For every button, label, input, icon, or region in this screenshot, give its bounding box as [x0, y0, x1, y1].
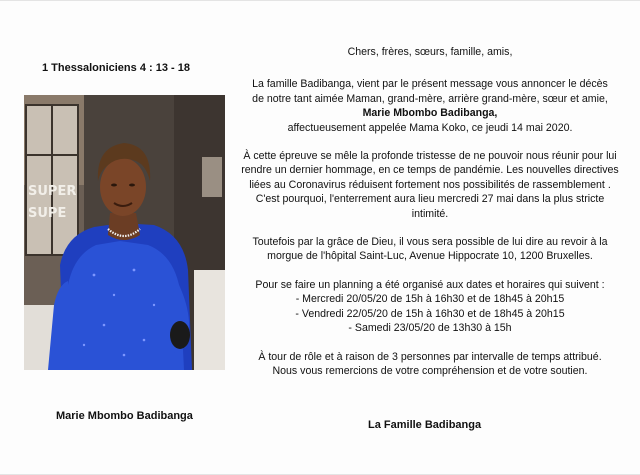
text-line: rendre un dernier hommage, en ce temps de pandémie. Les nouvelles directives	[241, 164, 619, 177]
letter-greeting: Chers, frères, sœurs, famille, amis,	[347, 46, 513, 58]
text-line: de notre tant aimée Maman, grand-mère, arrière grand-mère, sœur et amie,	[252, 92, 608, 105]
portrait-photo	[24, 95, 225, 370]
family-signature: La Famille Badibanga	[368, 419, 482, 431]
text-line: Toutefois par la grâce de Dieu, il vous sera possible de lui dire au revoir à la	[252, 236, 608, 249]
sign-text-bottom: SUPE	[28, 206, 67, 221]
text-line: Nous vous remercions de votre compréhension et de votre soutien.	[272, 364, 588, 377]
announcement-paragraph	[228, 77, 632, 135]
schedule-item: - Samedi 23/05/20 de 13h30 à 15h	[348, 322, 512, 335]
text-line: À tour de rôle et à raison de 3 personnes par intervalle de temps attribué.	[258, 350, 602, 363]
text-line: liées au Coronavirus réduisent fortement nos possibilités de rassemblement .	[249, 178, 611, 191]
sign-text-top: SUPER	[28, 184, 77, 199]
schedule-item: - Vendredi 22/05/20 de 15h à 16h30 et de 18h45 à 20h15	[295, 307, 565, 320]
closing-paragraph	[228, 350, 632, 379]
text-line: À cette épreuve se mêle la profonde tristesse de ne pouvoir nous réunir pour lui	[243, 150, 617, 163]
text-line: C'est pourquoi, l'enterrement aura lieu mercredi 27 mai dans la plus stricte	[255, 193, 605, 206]
text-line: affectueusement appelée Mama Koko, ce jeudi 14 mai 2020.	[287, 121, 573, 134]
farewell-paragraph	[228, 235, 632, 264]
schedule-paragraph	[228, 278, 632, 336]
text-line: morgue de l'hôpital Saint-Luc, Avenue Hippocrate 10, 1200 Bruxelles.	[267, 250, 593, 263]
announcement-letter	[228, 45, 632, 392]
schedule-item: - Mercredi 20/05/20 de 15h à 16h30 et de 18h45 à 20h15	[295, 293, 565, 306]
photo-caption: Marie Mbombo Badibanga	[56, 410, 193, 422]
pandemic-paragraph	[228, 149, 632, 221]
bible-verse-reference: 1 Thessaloniciens 4 : 13 - 18	[42, 62, 190, 74]
text-line: La famille Badibanga, vient par le présent message vous annoncer le décès	[252, 78, 608, 91]
schedule-intro: Pour se faire un planning a été organisé aux dates et horaires qui suivent :	[255, 278, 605, 291]
text-line: intimité.	[411, 207, 449, 220]
deceased-name: Marie Mbombo Badibanga,	[362, 107, 498, 120]
